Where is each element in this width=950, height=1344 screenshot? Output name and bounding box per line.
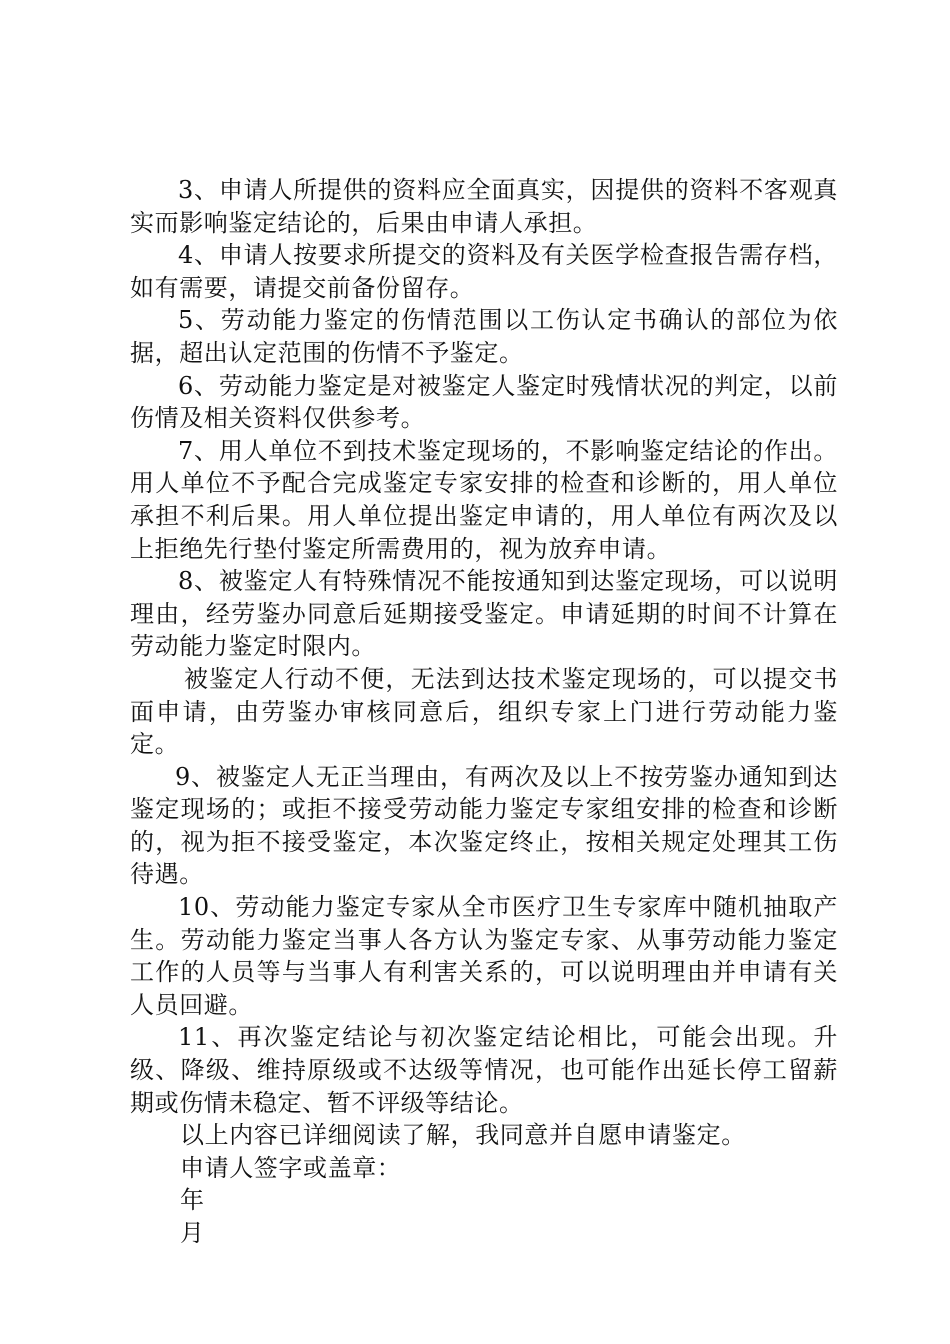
signature-label: 申请人签字或盖章： bbox=[180, 1153, 402, 1182]
consent-statement: 以上内容已详细阅读了解，我同意并自愿申请鉴定。 bbox=[180, 1121, 746, 1150]
month-label: 月 bbox=[180, 1219, 205, 1247]
clause-6: 6、劳动能力鉴定是对被鉴定人鉴定时残情状况的判定，以前伤情及相关资料仅供参考。 bbox=[130, 371, 838, 433]
clause-5: 5、劳动能力鉴定的伤情范围以工伤认定书确认的部位为依据，超出认定范围的伤情不予鉴定。 bbox=[130, 306, 838, 367]
clause-4: 4、申请人按要求所提交的资料及有关医学检查报告需存档，如有需要，请提交前备份留存。 bbox=[130, 241, 838, 302]
clause-10: 10、劳动能力鉴定专家从全市医疗卫生专家库中随机抽取产生。劳动能力鉴定当事人各方认为鉴定专家、从事劳动能力鉴定工作的人员等与当事人有利害关系的，可以说明理由并申请有关人员回避。 bbox=[130, 893, 838, 1019]
clause-8: 8、被鉴定人有特殊情况不能按通知到达鉴定现场，可以说明理由，经劳鉴办同意后延期接受鉴定。申请延期的时间不计算在劳动能力鉴定时限内。 bbox=[130, 567, 838, 661]
clause-7: 7、用人单位不到技术鉴定现场的，不影响鉴定结论的作出。用人单位不予配合完成鉴定专家安排的检查和诊断的，用人单位承担不利后果。用人单位提出鉴定申请的，用人单位有两次及以上拒绝先行垫付鉴定所需费用的，视为放弃申请。 bbox=[130, 436, 838, 563]
clause-11: 11、再次鉴定结论与初次鉴定结论相比，可能会出现。升级、降级、维持原级或不达级等情况，也可能作出延长停工留薪期或伤情未稳定、暂不评级等结论。 bbox=[130, 1023, 838, 1117]
year-label: 年 bbox=[180, 1186, 205, 1215]
clause-8-supplement: 被鉴定人行动不便，无法到达技术鉴定现场的，可以提交书面申请，由劳鉴办审核同意后，组织专家上门进行劳动能力鉴定。 bbox=[130, 664, 838, 759]
document-body bbox=[130, 174, 838, 1250]
clause-9: 9、被鉴定人无正当理由，有两次及以上不按劳鉴办通知到达鉴定现场的；或拒不接受劳动能力鉴定专家组安排的检查和诊断的，视为拒不接受鉴定，本次鉴定终止，按相关规定处理其工伤待遇。 bbox=[130, 762, 838, 889]
clause-3: 3、申请人所提供的资料应全面真实，因提供的资料不客观真实而影响鉴定结论的，后果由申请人承担。 bbox=[130, 176, 838, 237]
